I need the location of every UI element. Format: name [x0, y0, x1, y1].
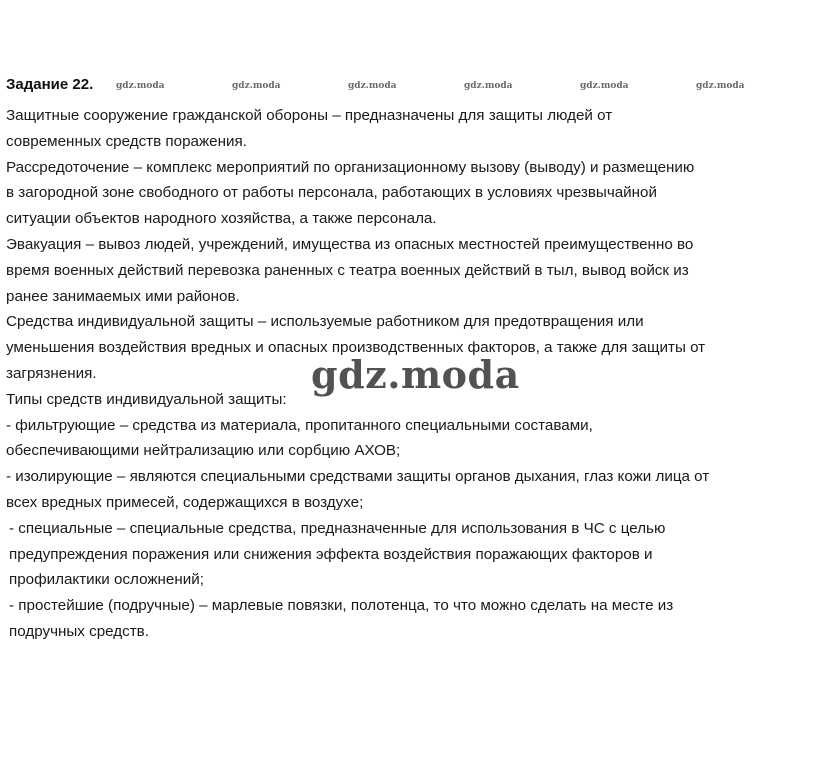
watermark-small: gdz.moda [696, 81, 745, 91]
text-line: Типы средств индивидуальной защиты: [6, 390, 287, 408]
watermark-small: gdz.moda [464, 81, 513, 91]
text-line: - фильтрующие – средства из материала, пропитанного специальными составами, [6, 416, 593, 434]
text-line: современных средств поражения. [6, 132, 247, 150]
text-line: предупреждения поражения или снижения эффекта воздействия поражающих факторов и [9, 545, 653, 563]
watermark-small: gdz.moda [232, 81, 281, 91]
text-line: Эвакуация – вывоз людей, учреждений, имущества из опасных местностей преимущественно во [6, 235, 694, 253]
text-line: профилактики осложнений; [9, 571, 204, 589]
text-line: Средства индивидуальной защиты – используемые работником для предотвращения или [6, 313, 644, 331]
text-line: Защитные сооружение гражданской обороны – предназначены для защиты людей от [6, 107, 613, 124]
text-line: обеспечивающими нейтрализацию или сорбцию АХОВ; [6, 442, 401, 460]
watermark-small: gdz.moda [116, 81, 165, 91]
text-line: загрязнения. [6, 364, 97, 382]
text-line: - простейшие (подручные) – марлевые повязки, полотенца, то что можно сделать на месте из [9, 597, 674, 615]
text-line: - специальные – специальные средства, предназначенные для использования в ЧС с целью [9, 519, 666, 537]
text-line: Рассредоточение – комплекс мероприятий по организационному вызову (выводу) и размещению [6, 158, 695, 176]
watermark-large: gdz.moda [311, 352, 520, 397]
text-line: ранее занимаемых ими районов. [6, 287, 240, 305]
text-line: в загородной зоне свободного от работы персонала, работающих в условиях чрезвычайной [6, 184, 657, 202]
text-line: ситуации объектов народного хозяйства, а также персонала. [6, 210, 437, 228]
answer-text [6, 103, 814, 645]
text-line: уменьшения воздействия вредных и опасных производственных факторов, а также для защиты от [6, 339, 706, 357]
heading-row [6, 76, 816, 98]
text-line: всех вредных примесей, содержащихся в воздухе; [6, 493, 364, 511]
text-line: время военных действий перевозка раненных с театра военных действий в тыл, вывод войск из [6, 261, 689, 279]
text-line: - изолирующие – являются специальными средствами защиты органов дыхания, глаз кожи лица от [6, 468, 710, 486]
watermark-small: gdz.moda [348, 81, 397, 91]
watermark-small: gdz.moda [580, 81, 629, 91]
text-line: подручных средств. [9, 622, 149, 640]
task-title: Задание 22. [6, 76, 94, 93]
